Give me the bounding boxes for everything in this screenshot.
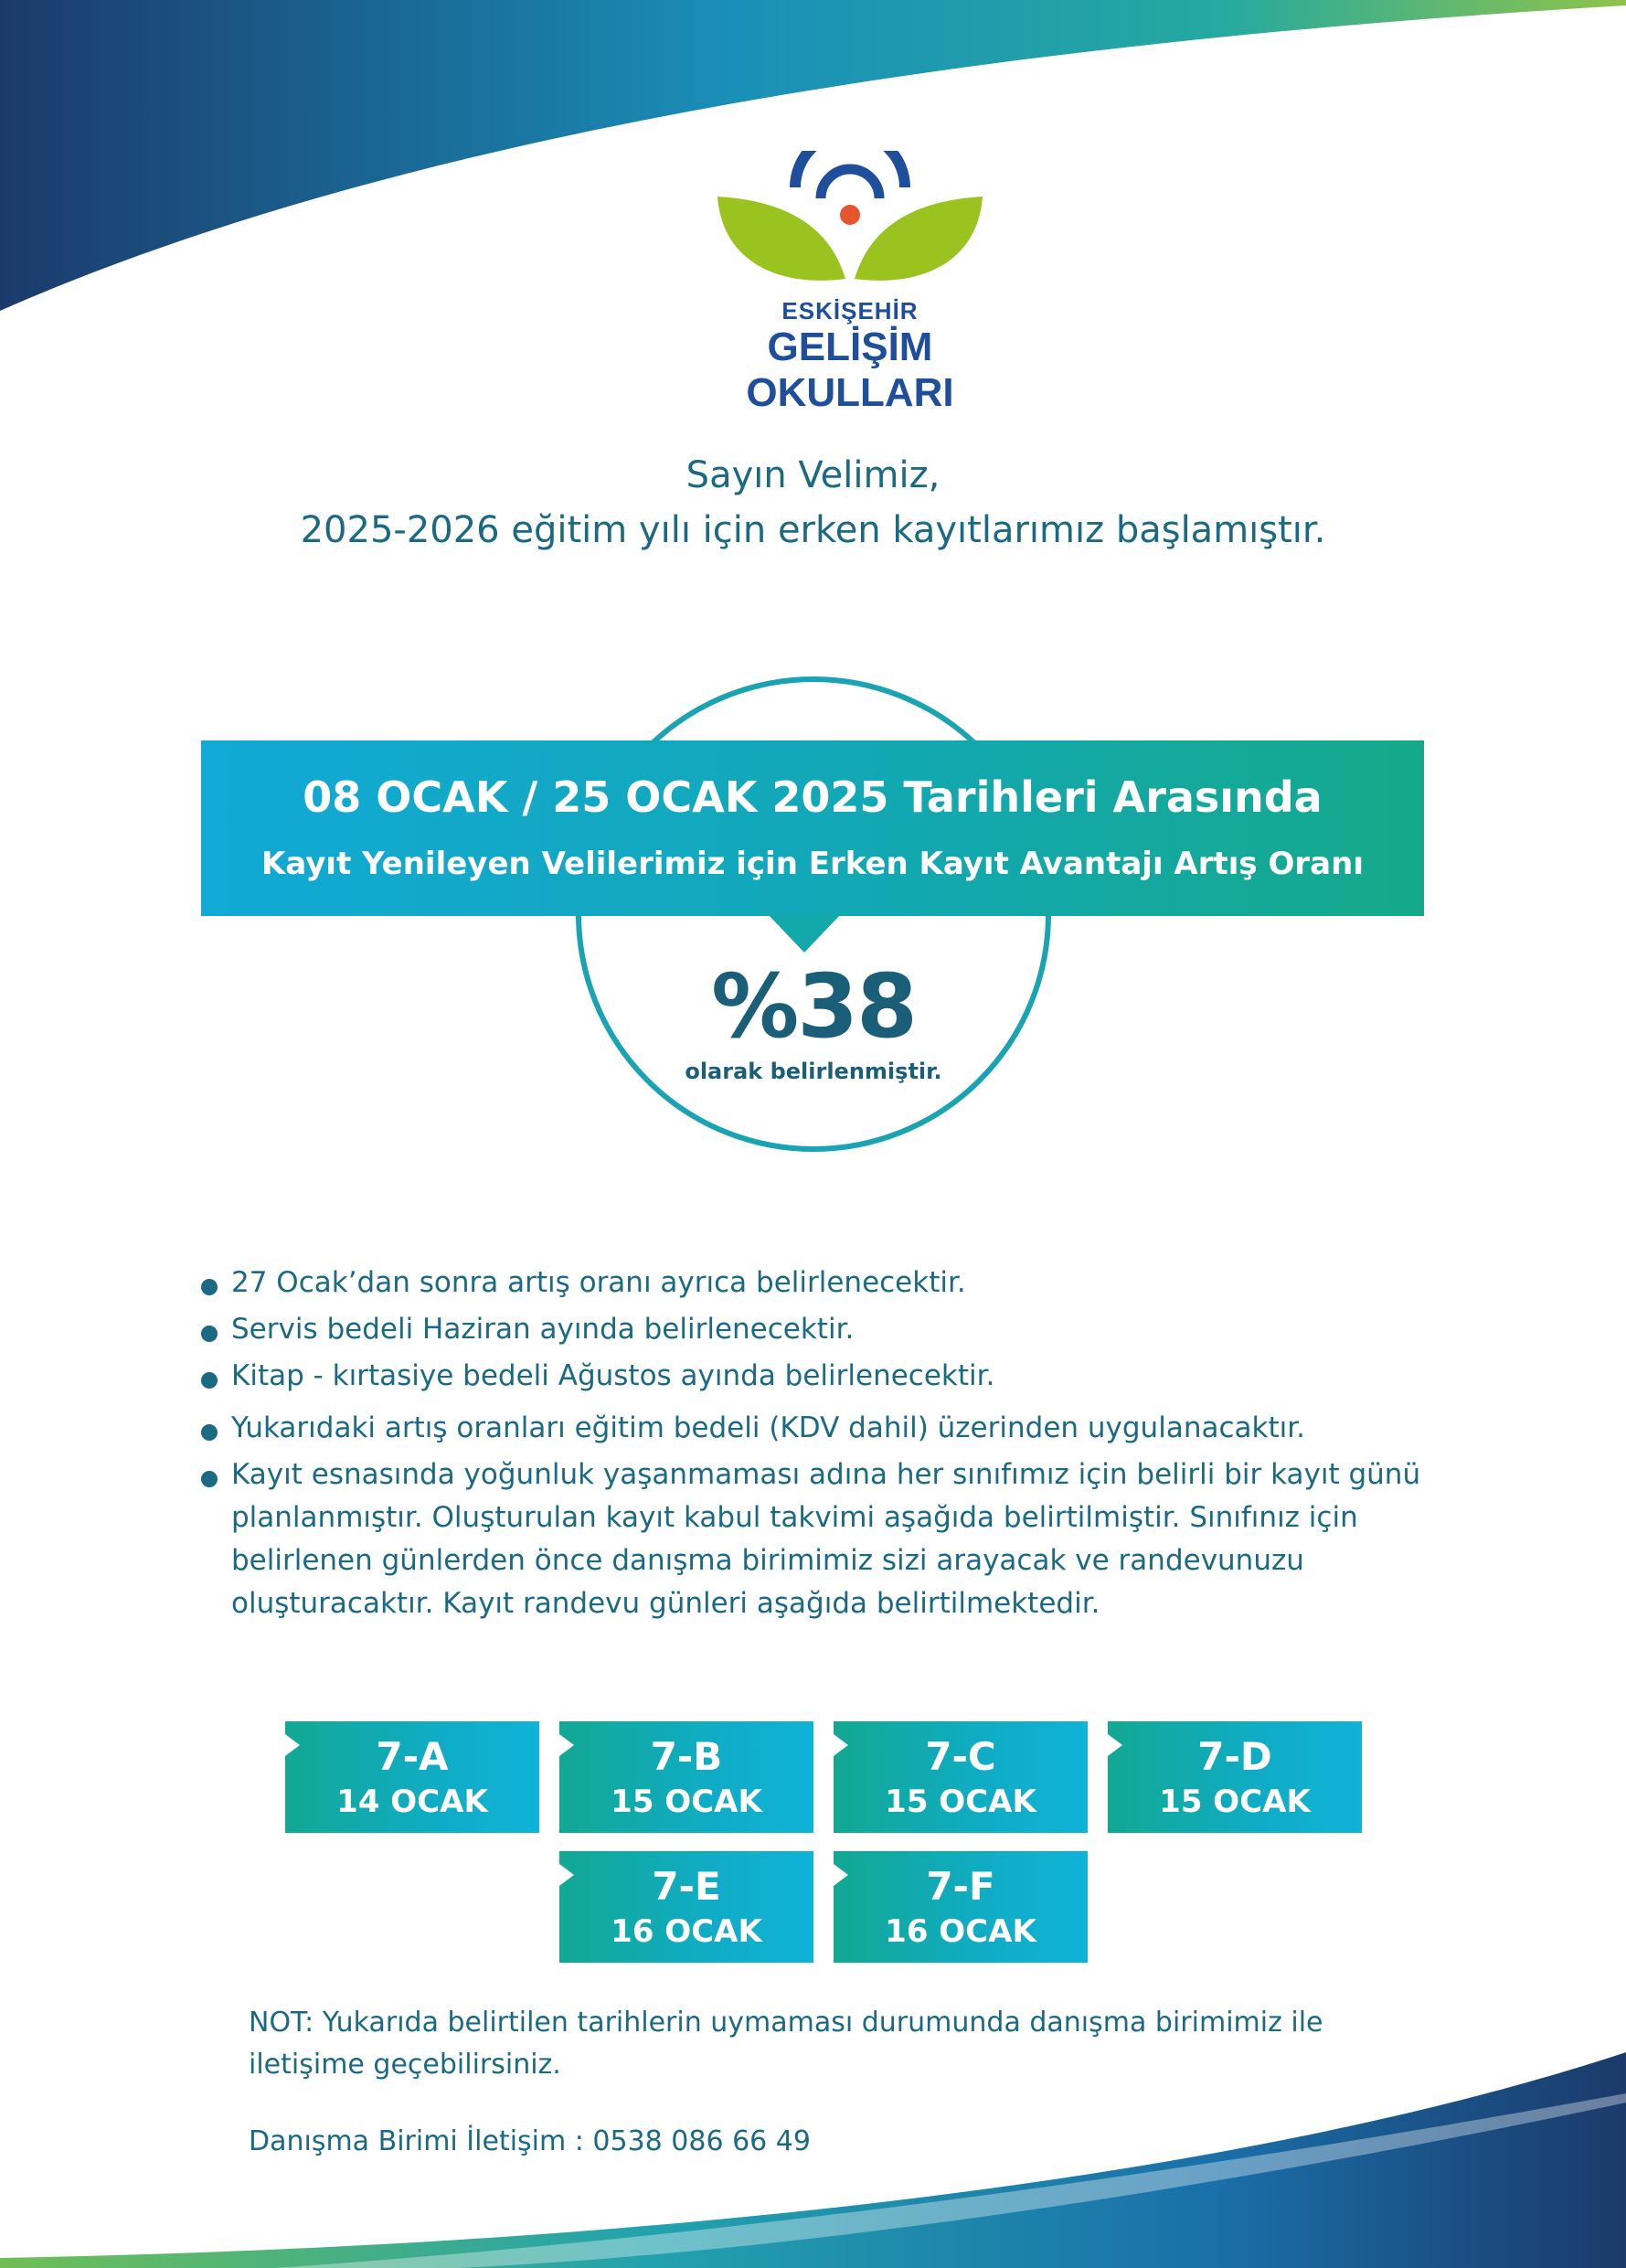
info-list bbox=[201, 1262, 1462, 1629]
logo-emblem bbox=[695, 151, 1005, 306]
class-date: 16 OCAK bbox=[885, 1913, 1036, 1950]
logo-arc-inner bbox=[821, 169, 879, 198]
class-label: 7-B bbox=[650, 1734, 723, 1779]
class-label: 7-C bbox=[925, 1734, 996, 1779]
schedule-box-7f bbox=[834, 1851, 1088, 1963]
note-text: NOT: Yukarıda belirtilen tarihlerin uymaması durumunda danışma birimimiz ile iletişime geçebilirsiniz. bbox=[249, 2007, 1323, 2081]
school-logo bbox=[695, 151, 1005, 415]
logo-city: ESKİŞEHİR bbox=[781, 297, 919, 325]
class-label: 7-A bbox=[376, 1734, 449, 1779]
schedule-box-7a bbox=[285, 1721, 539, 1833]
class-label: 7-E bbox=[652, 1864, 721, 1909]
bullet-icon bbox=[201, 1279, 218, 1295]
list-item: 27 Ocak’dan sonra artış oranı ayrıca belirlenecektir. bbox=[201, 1262, 1462, 1304]
intro-text bbox=[0, 448, 1626, 558]
logo-name: GELİŞİM OKULLARI bbox=[746, 325, 954, 415]
rate-value: %38 bbox=[711, 955, 916, 1058]
banner-subtitle: Kayıt Yenileyen Velilerimiz için Erken Kayıt Avantajı Artış Oranı bbox=[261, 846, 1364, 882]
logo-leaf-right bbox=[855, 197, 983, 281]
banner-title: 08 OCAK / 25 OCAK 2025 Tarihleri Arasında bbox=[303, 772, 1323, 822]
list-item: Yukarıdaki artış oranları eğitim bedeli (KDV dahil) üzerinden uygulanacaktır. bbox=[201, 1407, 1462, 1450]
class-date: 15 OCAK bbox=[885, 1784, 1036, 1820]
class-label: 7-F bbox=[926, 1864, 995, 1909]
bullet-icon bbox=[201, 1424, 218, 1441]
logo-dot bbox=[840, 205, 860, 225]
rate-caption: olarak belirlenmiştir. bbox=[685, 1059, 942, 1084]
bullet-icon bbox=[201, 1326, 218, 1342]
class-date: 15 OCAK bbox=[611, 1784, 762, 1820]
logo-leaf-left bbox=[717, 197, 845, 281]
banner bbox=[201, 740, 1424, 916]
schedule-box-7b bbox=[559, 1721, 813, 1833]
contact-info: Danışma Birimi İletişim : 0538 086 66 49 bbox=[249, 2125, 811, 2157]
schedule-box-7e bbox=[559, 1851, 813, 1963]
class-date: 16 OCAK bbox=[611, 1913, 762, 1950]
class-date: 14 OCAK bbox=[336, 1784, 488, 1820]
bullet-icon bbox=[201, 1372, 218, 1389]
banner-pointer bbox=[768, 914, 841, 953]
list-item: Kitap - kırtasiye bedeli Ağustos ayında belirlenecektir. bbox=[201, 1355, 1462, 1398]
bullet-icon bbox=[201, 1471, 218, 1487]
greeting: Sayın Velimiz, bbox=[685, 454, 941, 496]
list-item: Kayıt esnasında yoğunluk yaşanmaması adına her sınıfımız için belirli bir kayıt günü planlanmıştır. Oluşturulan kayıt kabul takvimi aşağıda belirtilmiştir. Sınıfınız için belirlenen günlerden önce danışma birimimiz sizi arayacak ve randevunuzu oluşturacaktır. Kayıt randevu günleri aşağıda belirtilmektedir. bbox=[201, 1453, 1462, 1625]
intro-message: 2025-2026 eğitim yılı için erken kayıtlarımız başlamıştır. bbox=[300, 509, 1326, 551]
list-item: Servis bedeli Haziran ayında belirlenecektir. bbox=[201, 1308, 1462, 1351]
class-label: 7-D bbox=[1197, 1734, 1272, 1779]
schedule-box-7c bbox=[834, 1721, 1088, 1833]
schedule-box-7d bbox=[1108, 1721, 1362, 1833]
class-date: 15 OCAK bbox=[1159, 1784, 1311, 1820]
